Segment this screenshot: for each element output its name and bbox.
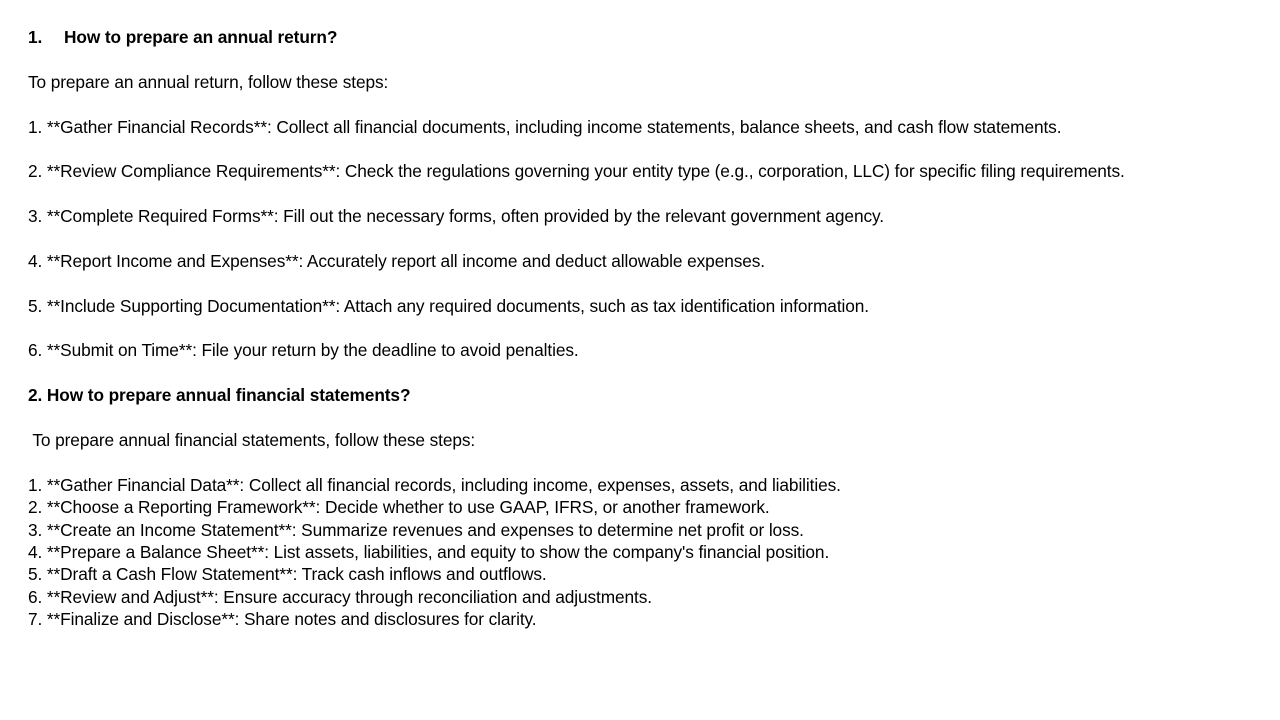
spacer [28, 138, 1268, 160]
document-body [28, 26, 1268, 631]
spacer [28, 48, 1268, 70]
spacer [28, 272, 1268, 294]
section1-step-4: 4. **Report Income and Expenses**: Accurately report all income and deduct allowable expenses. [28, 250, 766, 271]
spacer [28, 183, 1268, 205]
spacer [28, 317, 1268, 339]
section1-number: 1. [28, 27, 43, 47]
section2-heading: 2. How to prepare annual financial statements? [28, 385, 411, 406]
section1-step-5: 5. **Include Supporting Documentation**: Attach any required documents, such as tax identification information. [28, 295, 869, 316]
section1-heading-text: How to prepare an annual return? [64, 27, 338, 47]
section1-heading [28, 26, 1268, 48]
section1-step-2: 2. **Review Compliance Requirements**: Check the regulations governing your entity type (e.g., corporation, LLC) for specific filing requirements. [28, 161, 1125, 182]
spacer [28, 228, 1268, 250]
section2-step-4: 4. **Prepare a Balance Sheet**: List assets, liabilities, and equity to show the company's financial position. [28, 541, 830, 562]
section2-step-5: 5. **Draft a Cash Flow Statement**: Track cash inflows and outflows. [28, 564, 547, 585]
section1-intro: To prepare an annual return, follow these steps: [28, 71, 389, 92]
spacer [28, 93, 1268, 115]
section1-step-6: 6. **Submit on Time**: File your return by the deadline to avoid penalties. [28, 340, 579, 361]
spacer [28, 362, 1268, 384]
section2-step-3: 3. **Create an Income Statement**: Summarize revenues and expenses to determine net profit or loss. [28, 519, 804, 540]
section2-step-2: 2. **Choose a Reporting Framework**: Decide whether to use GAAP, IFRS, or another framework. [28, 497, 770, 518]
section2-step-1: 1. **Gather Financial Data**: Collect all financial records, including income, expenses, assets, and liabilities. [28, 474, 841, 495]
section1-step-1: 1. **Gather Financial Records**: Collect all financial documents, including income statements, balance sheets, and cash flow statements. [28, 116, 1062, 137]
section2-step-6: 6. **Review and Adjust**: Ensure accuracy through reconciliation and adjustments. [28, 586, 652, 607]
spacer [28, 407, 1268, 429]
section1-step-3: 3. **Complete Required Forms**: Fill out the necessary forms, often provided by the relevant government agency. [28, 206, 884, 227]
section2-step-7: 7. **Finalize and Disclose**: Share notes and disclosures for clarity. [28, 609, 537, 630]
section2-intro: To prepare annual financial statements, follow these steps: [28, 430, 476, 451]
spacer [28, 451, 1268, 473]
